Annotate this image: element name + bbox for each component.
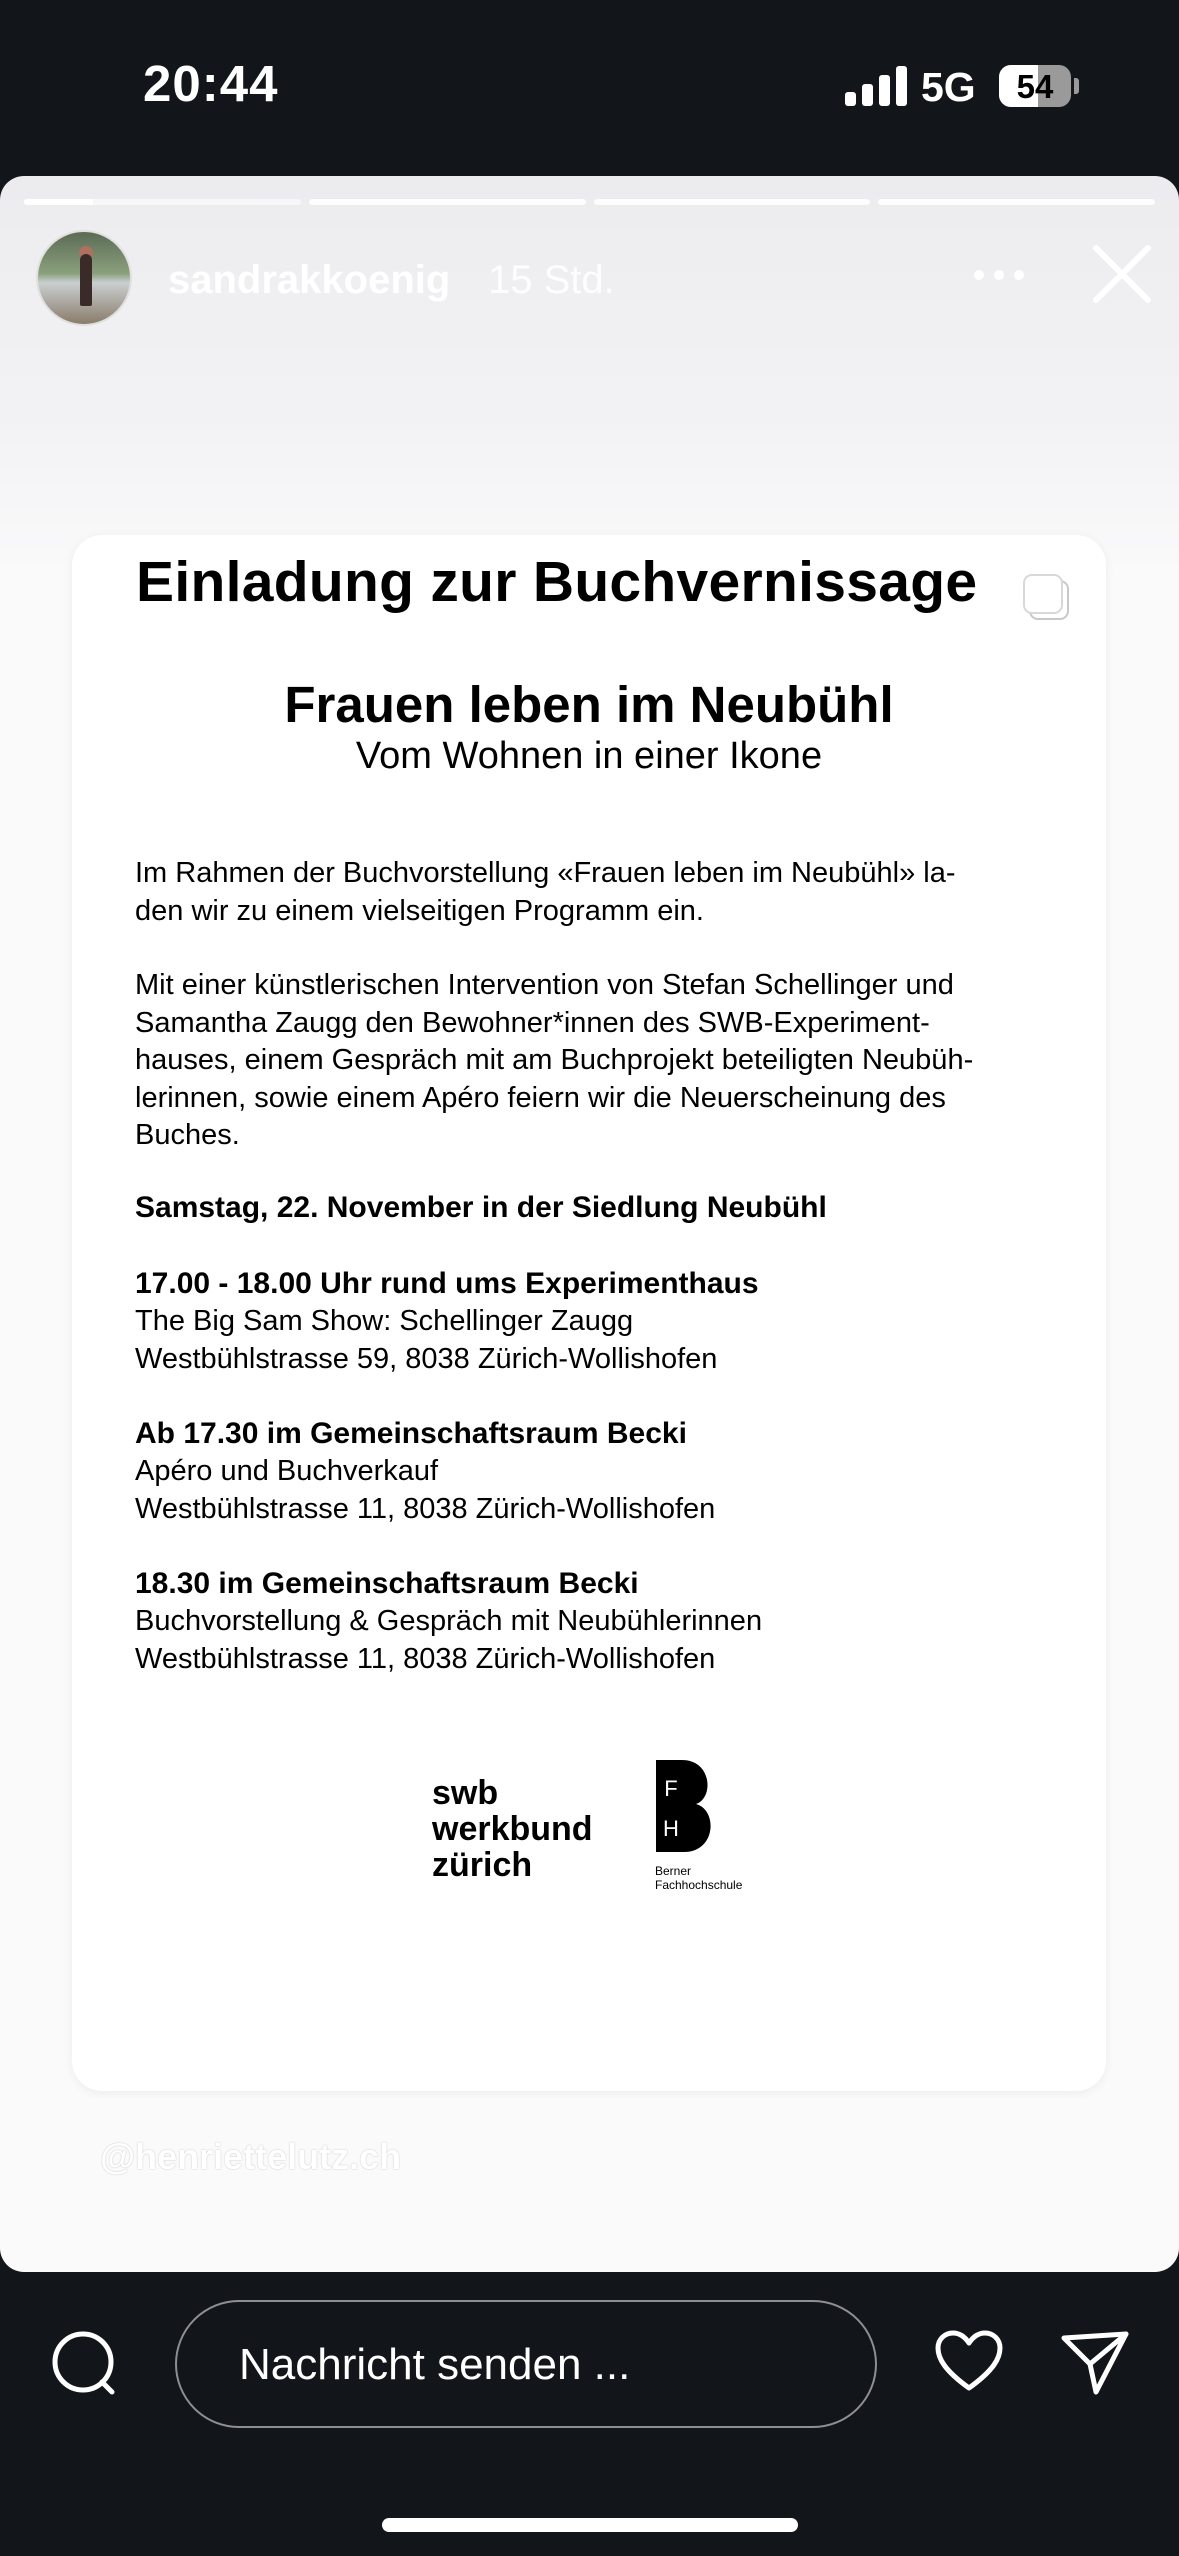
- battery-icon: [999, 65, 1071, 107]
- home-indicator[interactable]: [382, 2518, 798, 2532]
- invitation-card: [72, 535, 1106, 2091]
- send-icon[interactable]: [1060, 2328, 1130, 2398]
- swb-logo-line: swb: [432, 1774, 499, 1812]
- swb-logo-line: zürich: [432, 1846, 533, 1884]
- heart-icon[interactable]: [934, 2330, 1004, 2394]
- program-paragraph: Mit einer künstlerischen Intervention von Stefan Schellinger und Samantha Zaugg den Bewohner*innen des SWB-Experiment- hauses, einem Gespräch mit am Buchprojekt beteiligten Neubüh- lerinnen, sowie einem Apéro feiern wir die Neuerscheinung des Buches.: [135, 969, 974, 1151]
- event-description: Buchvorstellung & Gespräch mit Neubühlerinnen: [135, 1605, 763, 1637]
- camera-icon[interactable]: [50, 2329, 120, 2399]
- bfh-logo: [656, 1760, 720, 1852]
- book-subtitle: Vom Wohnen in einer Ikone: [355, 735, 823, 777]
- bfh-logo-letter: H: [663, 1816, 679, 1841]
- story-progress-segment: [878, 199, 1155, 205]
- intro-paragraph: Im Rahmen der Buchvorstellung «Frauen leben im Neubühl» la- den wir zu einem vielseitigen Programm ein.: [135, 857, 956, 927]
- story-progress-segment: [594, 199, 871, 205]
- battery-tip: [1074, 78, 1079, 94]
- more-icon[interactable]: [974, 270, 1034, 284]
- mention-sticker[interactable]: @henriettelutz.ch: [100, 2136, 402, 2177]
- message-placeholder: Nachricht senden ...: [239, 2340, 631, 2389]
- avatar[interactable]: [36, 230, 132, 326]
- bfh-caption-line: Berner: [655, 1864, 692, 1878]
- status-bar: [0, 0, 1179, 170]
- event-address: Westbühlstrasse 11, 8038 Zürich-Wollishofen: [135, 1492, 716, 1525]
- event-item: [135, 1565, 1055, 1678]
- status-time: 20:44: [143, 55, 279, 112]
- event-title: Ab 17.30 im Gemeinschaftsraum Becki: [135, 1417, 687, 1450]
- battery-level: 54: [1016, 68, 1054, 105]
- event-description: Apéro und Buchverkauf: [135, 1455, 439, 1487]
- event-date: Samstag, 22. November in der Siedlung Neubühl: [135, 1191, 827, 1224]
- event-item: [135, 1415, 1055, 1528]
- sticker-icon[interactable]: [1020, 571, 1074, 625]
- story-progress-bar: [24, 199, 1155, 205]
- event-address: Westbühlstrasse 59, 8038 Zürich-Wollishofen: [135, 1342, 718, 1375]
- story-progress-segment: [309, 199, 586, 205]
- book-title: Frauen leben im Neubühl: [284, 676, 894, 733]
- event-description: The Big Sam Show: Schellinger Zaugg: [135, 1305, 634, 1337]
- reply-bar: [0, 2272, 1179, 2556]
- event-title: 17.00 - 18.00 Uhr rund ums Experimenthaus: [135, 1267, 759, 1300]
- signal-icon: [845, 66, 907, 106]
- bfh-logo-caption: [655, 1864, 742, 1892]
- card-title: Einladung zur Buchvernissage: [136, 550, 978, 614]
- story-progress-segment: [24, 199, 301, 205]
- time-ago: 15 Std.: [488, 258, 615, 302]
- bfh-caption-line: Fachhochschule: [655, 1878, 743, 1892]
- event-address: Westbühlstrasse 11, 8038 Zürich-Wollishofen: [135, 1642, 716, 1675]
- username[interactable]: sandrakkoenig: [168, 258, 451, 302]
- bfh-logo-letter: F: [664, 1776, 678, 1801]
- event-title: 18.30 im Gemeinschaftsraum Becki: [135, 1567, 639, 1600]
- story-header: [36, 230, 1149, 330]
- network-type: 5G: [921, 64, 976, 110]
- event-item: [135, 1265, 1055, 1378]
- close-icon[interactable]: [1090, 242, 1154, 306]
- story-viewer[interactable]: [0, 176, 1179, 2272]
- swb-logo-line: werkbund: [432, 1810, 593, 1848]
- swb-logo: [432, 1775, 593, 1883]
- message-input[interactable]: [175, 2300, 877, 2428]
